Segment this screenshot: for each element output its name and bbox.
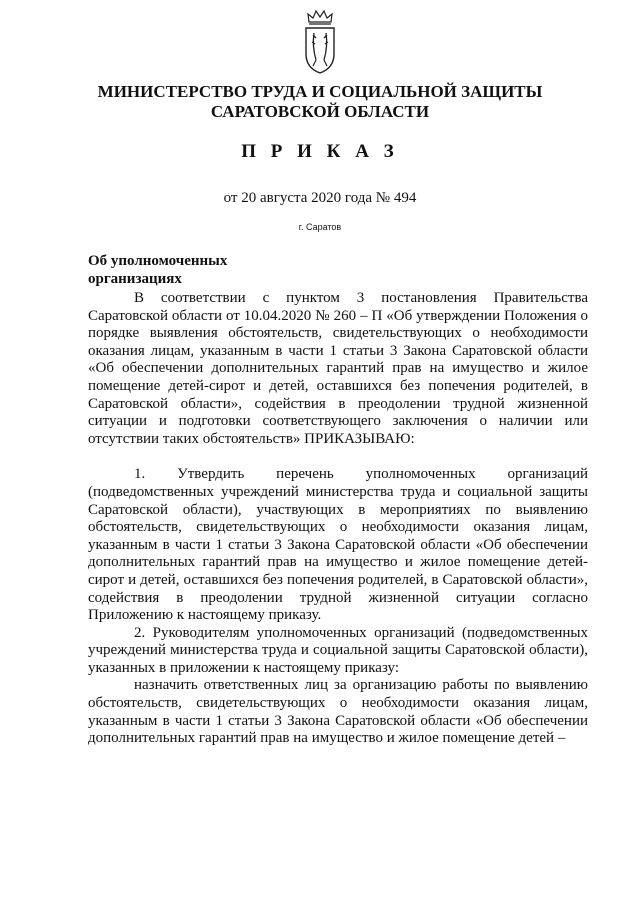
order-subject-line2: организациях [88, 271, 182, 287]
order-city: г. Саратов [298, 222, 342, 232]
item-1-paragraph: 1. Утвердить перечень уполномоченных организаций (подведомственных учреждений министерства труда и социальной защиты Саратовской области), участвующих в мероприятиях по выявлению обстоятельств, свидетельствующих о необходимости оказания лицам, указанным в части 1 статьи 3 Закона Саратовской области «Об обеспечении дополнительных гарантий прав на имущество и жилое помещение детей-сирот и детей, оставшихся без попечения родителей, в Саратовской области», содействия в преодолении трудной жизненной ситуации согласно Приложению к настоящему приказу. [88, 466, 588, 624]
order-date-number: от 20 августа 2020 года № 494 [223, 190, 417, 206]
ministry-name-line1: МИНИСТЕРСТВО ТРУДА И СОЦИАЛЬНОЙ ЗАЩИТЫ [97, 82, 543, 101]
order-body [88, 290, 588, 748]
saratov-coat-of-arms-icon [300, 8, 340, 76]
ministry-name-line2: САРАТОВСКОЙ ОБЛАСТИ [210, 102, 430, 121]
item-2-subparagraph: назначить ответственных лиц за организацию работы по выявлению обстоятельств, свидетельствующих о необходимости оказания лицам, указанным в части 1 статьи 3 Закона Саратовской области «Об обеспечении дополнительных гарантий прав на имущество и жилое помещение детей – [88, 677, 588, 747]
order-title: П Р И К А З [241, 141, 399, 162]
order-subject-line1: Об уполномоченных [88, 253, 228, 269]
preamble-paragraph: В соответствии с пунктом 3 постановления Правительства Саратовской области от 10.04.2020 № 260 – П «Об утверждении Положения о порядке выявления обстоятельств, свидетельствующих о необходимости оказания лицам, указанным в части 1 статьи 3 Закона Саратовской области «Об обеспечении дополнительных гарантий прав на имущество и жилое помещение детей-сирот и детей, оставшихся без попечения родителей, в Саратовской области», содействия в преодолении трудной жизненной ситуации и подготовки соответствующего заключения о наличии или отсутствии таких обстоятельств» ПРИКАЗЫВАЮ: [88, 290, 588, 447]
item-2-paragraph: 2. Руководителям уполномоченных организаций (подведомственных учреждений министерства труда и социальной защиты Саратовской области), указанных в приложении к настоящему приказу: [88, 624, 588, 676]
order-subject [88, 252, 227, 288]
